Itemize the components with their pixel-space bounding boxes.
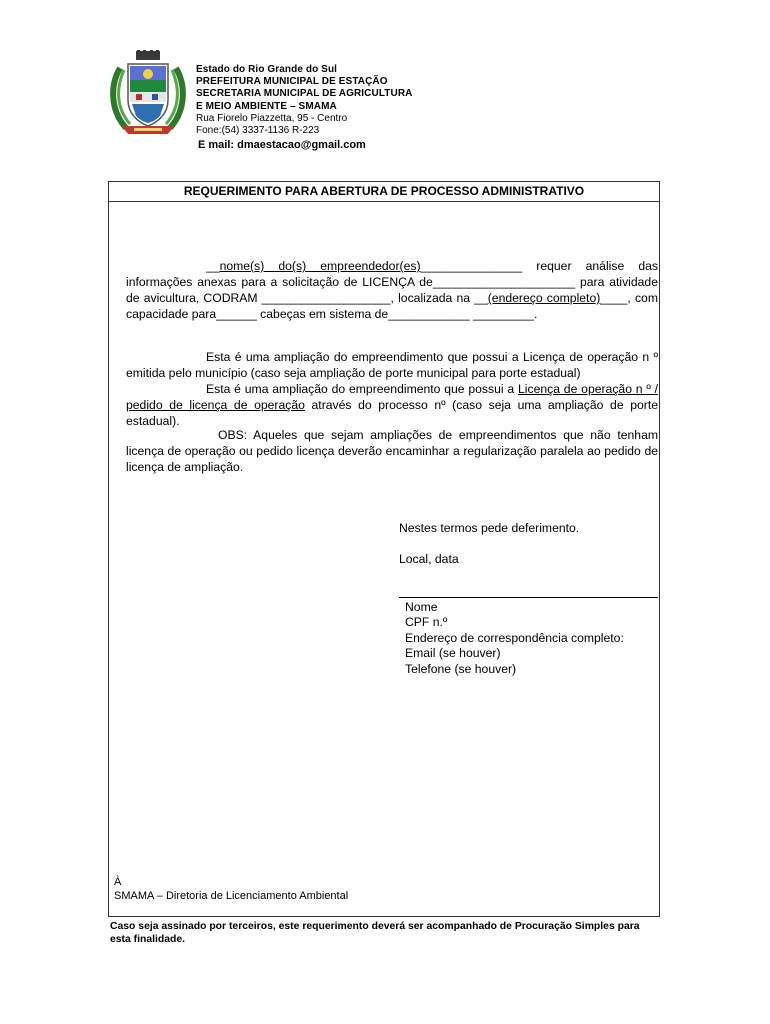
secretariat-name: SECRETARIA MUNICIPAL DE AGRICULTURA (196, 88, 413, 100)
request-text-3: , localizada na (390, 291, 475, 305)
obs-paragraph (126, 427, 658, 475)
licence-type-blank: _____________________ (432, 275, 576, 289)
entrepreneur-name-field: nome(s) do(s) empreendedor(es) (219, 259, 421, 273)
capacity-blank: ______ (216, 307, 257, 321)
request-text-5: cabeças em sistema de (256, 307, 389, 321)
signature-line (399, 597, 658, 598)
state-expansion-text-2: através do processo nº (caso seja uma ampliação de porte estadual). (126, 398, 658, 428)
sig-field-address: Endereço de correspondência completo: (405, 630, 624, 645)
request-text-2: para atividade de avicultura, CODRAM (126, 275, 658, 305)
request-form (108, 181, 660, 917)
addr-pre-blank: __ (474, 291, 488, 305)
request-text-6: . (533, 307, 538, 321)
obs-text: OBS: Aqueles que sejam ampliações de empreendimentos que não tenham licença de operação ou pedido licença deverão encaminhar a regularização paralela ao pedido de licença de ampliação. (126, 428, 658, 474)
request-paragraph (126, 258, 658, 322)
addressee-department: SMAMA – Diretoria de Licenciamento Ambiental (114, 890, 349, 902)
sig-field-name: Nome (405, 600, 438, 614)
address-field: (endereço completo) (487, 291, 601, 305)
state-expansion-text-1: Esta é uma ampliação do empreendimento que possui a (206, 382, 518, 396)
municipal-expansion-paragraph (126, 349, 658, 381)
blank-post-name: _______________ (420, 259, 523, 273)
municipal-expansion-text: Esta é uma ampliação do empreendimento que possui a Licença de operação n º emitida pelo município (caso seja ampliação de porte municipal para porte estadual) (126, 350, 658, 380)
state-expansion-paragraph (126, 381, 658, 429)
sig-field-phone: Telefone (se houver) (405, 661, 517, 676)
secretariat-name-cont: E MEIO AMBIENTE – SMAMA (196, 100, 337, 112)
addr-post-blank: ____ (600, 291, 628, 305)
closing-text: Nestes termos pede deferimento. (399, 521, 580, 535)
form-title: REQUERIMENTO PARA ABERTURA DE PROCESSO ADMINISTRATIVO (109, 182, 659, 202)
addressee-symbol: À (114, 876, 122, 888)
state-name: Estado do Rio Grande do Sul (196, 64, 338, 75)
system-blank-2: _________ (472, 307, 534, 321)
codram-blank: ___________________ (261, 291, 391, 305)
licence-reference-field: Licença de operação n º / pedido de licença de operação (126, 382, 659, 412)
coat-of-arms-icon (106, 50, 190, 138)
letterhead (196, 64, 496, 151)
sig-field-cpf: CPF n.º (405, 615, 448, 630)
blank-pre: __ (206, 259, 220, 273)
footnote: Caso seja assinado por terceiros, este requerimento deverá ser acompanhado de Procuração Simples para esta finalidade. (110, 921, 640, 945)
system-blank-1: ____________ (388, 307, 470, 321)
signature-fields (405, 600, 624, 677)
local-date-text: Local, data (399, 552, 459, 566)
address-line: Rua Fiorelo Piazzetta, 95 - Centro (196, 112, 348, 124)
addressee (114, 875, 348, 903)
sig-field-email: Email (se houver) (405, 646, 501, 661)
request-text-4: , com capacidade para (126, 291, 658, 321)
request-text-1: requer análise das informações anexas para a solicitação de LICENÇA de (126, 259, 658, 289)
prefecture-name: PREFEITURA MUNICIPAL DE ESTAÇÃO (196, 76, 388, 88)
email-line: E mail: dmaestacao@gmail.com (198, 139, 366, 152)
phone-line: Fone:(54) 3337-1136 R-223 (196, 125, 320, 137)
